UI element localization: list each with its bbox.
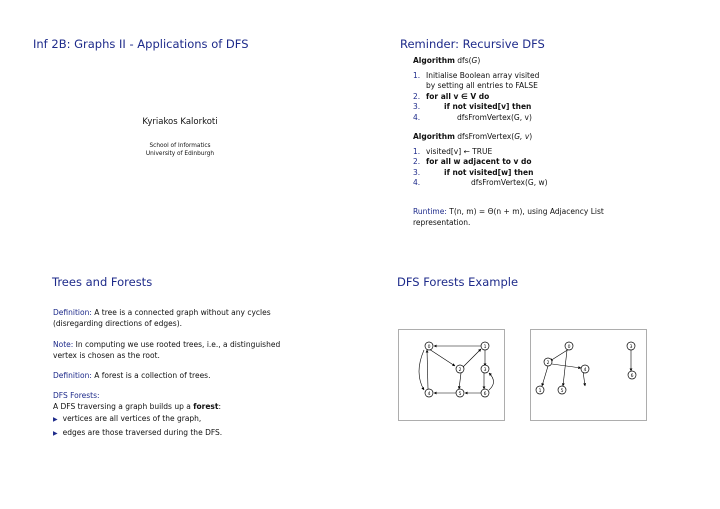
- edge: [552, 364, 581, 368]
- svg-text:2: 2: [458, 368, 462, 373]
- author-name: Kyriakos Kalorkoti: [142, 117, 218, 127]
- graph-node: [456, 365, 464, 373]
- slide-title: DFS Forests Example: [397, 275, 519, 289]
- svg-text:4: 4: [427, 392, 431, 397]
- edge: [459, 373, 461, 389]
- bullet-icon: ▶: [53, 416, 58, 423]
- slide-dfs-forest-example: [360, 255, 720, 509]
- graph-node: [481, 342, 489, 350]
- algorithm-dfs: [413, 56, 539, 123]
- presentation-title: Inf 2B: Graphs II - Applications of DFS: [33, 37, 249, 51]
- slide-title: Reminder: Recursive DFS: [400, 37, 545, 51]
- edge: [542, 366, 548, 386]
- algo-line: 1. Initialise Boolean array visited: [413, 70, 540, 80]
- graph-figures: [398, 318, 698, 428]
- forest-node: [627, 342, 635, 350]
- forest-node: [536, 386, 544, 394]
- rooted-note: Note: In computing we use rooted trees, i.e., a distinguished vertex is chosen as the root.: [53, 340, 281, 360]
- edge: [427, 350, 428, 389]
- algorithm-header: Algorithm dfs(G): [413, 56, 481, 65]
- algo-line: 4. dfsFromVertex(G, v): [413, 112, 532, 122]
- forest-node: [565, 342, 573, 350]
- svg-text:1: 1: [538, 389, 542, 394]
- graph-node: [456, 389, 464, 397]
- graph-node: [481, 365, 489, 373]
- algo-line: 2. for all w adjacent to v do: [413, 157, 532, 166]
- algo-line: 3. if not visited[w] then: [413, 167, 534, 177]
- bullet-icon: ▶: [53, 429, 58, 437]
- algorithm-header: Algorithm dfsFromVertex(G, v): [413, 132, 533, 141]
- algo-line: 3. if not visited[v] then: [413, 102, 532, 111]
- svg-text:2: 2: [546, 361, 550, 366]
- svg-text:5: 5: [458, 392, 462, 397]
- runtime-note: Runtime: T(n, m) = Θ(n + m), using Adjacency List representation.: [413, 207, 604, 227]
- algo-line: 1. visited[v] ← TRUE: [413, 146, 493, 156]
- algo-line: 2. for all v ∈ V do: [413, 91, 490, 101]
- svg-text:1: 1: [483, 345, 487, 350]
- graph-node: [425, 342, 433, 350]
- forest-node: [628, 371, 636, 379]
- forest-node: [558, 386, 566, 394]
- slide-title: [0, 0, 360, 254]
- edge: [563, 350, 567, 386]
- graph-node: [425, 389, 433, 397]
- slide-title: Trees and Forests: [52, 275, 153, 289]
- slide-trees-forests: [0, 255, 360, 509]
- graph-node: [481, 389, 489, 397]
- edge: [462, 349, 481, 368]
- forest-node: [581, 365, 589, 373]
- svg-text:5: 5: [560, 389, 564, 394]
- school-name: School of Informatics: [149, 143, 211, 149]
- dfs-forests-section: DFS Forests: A DFS traversing a graph builds up a forest: ▶ vertices are all vertices of the graph, ▶ edges are those traversed during the DFS.: [53, 391, 222, 439]
- svg-text:0: 0: [567, 345, 571, 350]
- edge: [489, 373, 494, 390]
- svg-text:6: 6: [483, 392, 487, 397]
- forest-node: [544, 358, 552, 366]
- university-name: University of Edinburgh: [145, 151, 215, 157]
- svg-text:0: 0: [427, 345, 431, 350]
- algo-line: by setting all entries to FALSE: [426, 81, 538, 90]
- graph-frame: [399, 330, 505, 421]
- slide-recursive-dfs: [360, 0, 720, 254]
- forest-definition: Definition: A forest is a collection of trees.: [53, 371, 211, 380]
- edge: [419, 350, 424, 390]
- algo-line: 4. dfsFromVertex(G, w): [413, 178, 548, 187]
- edge: [429, 349, 455, 366]
- tree-definition: Definition: A tree is a connected graph without any cycles (disregarding directions of edges).: [53, 308, 271, 328]
- svg-text:4: 4: [583, 368, 587, 373]
- svg-text:3: 3: [629, 345, 633, 350]
- bullet-item: ▶ vertices are all vertices of the graph,: [53, 414, 202, 423]
- svg-text:6: 6: [630, 374, 634, 379]
- bullet-item: ▶ edges are those traversed during the DFS.: [53, 427, 223, 437]
- svg-text:3: 3: [483, 368, 487, 373]
- forest-nodes: [536, 342, 636, 394]
- algorithm-dfs-from-vertex: [413, 132, 548, 189]
